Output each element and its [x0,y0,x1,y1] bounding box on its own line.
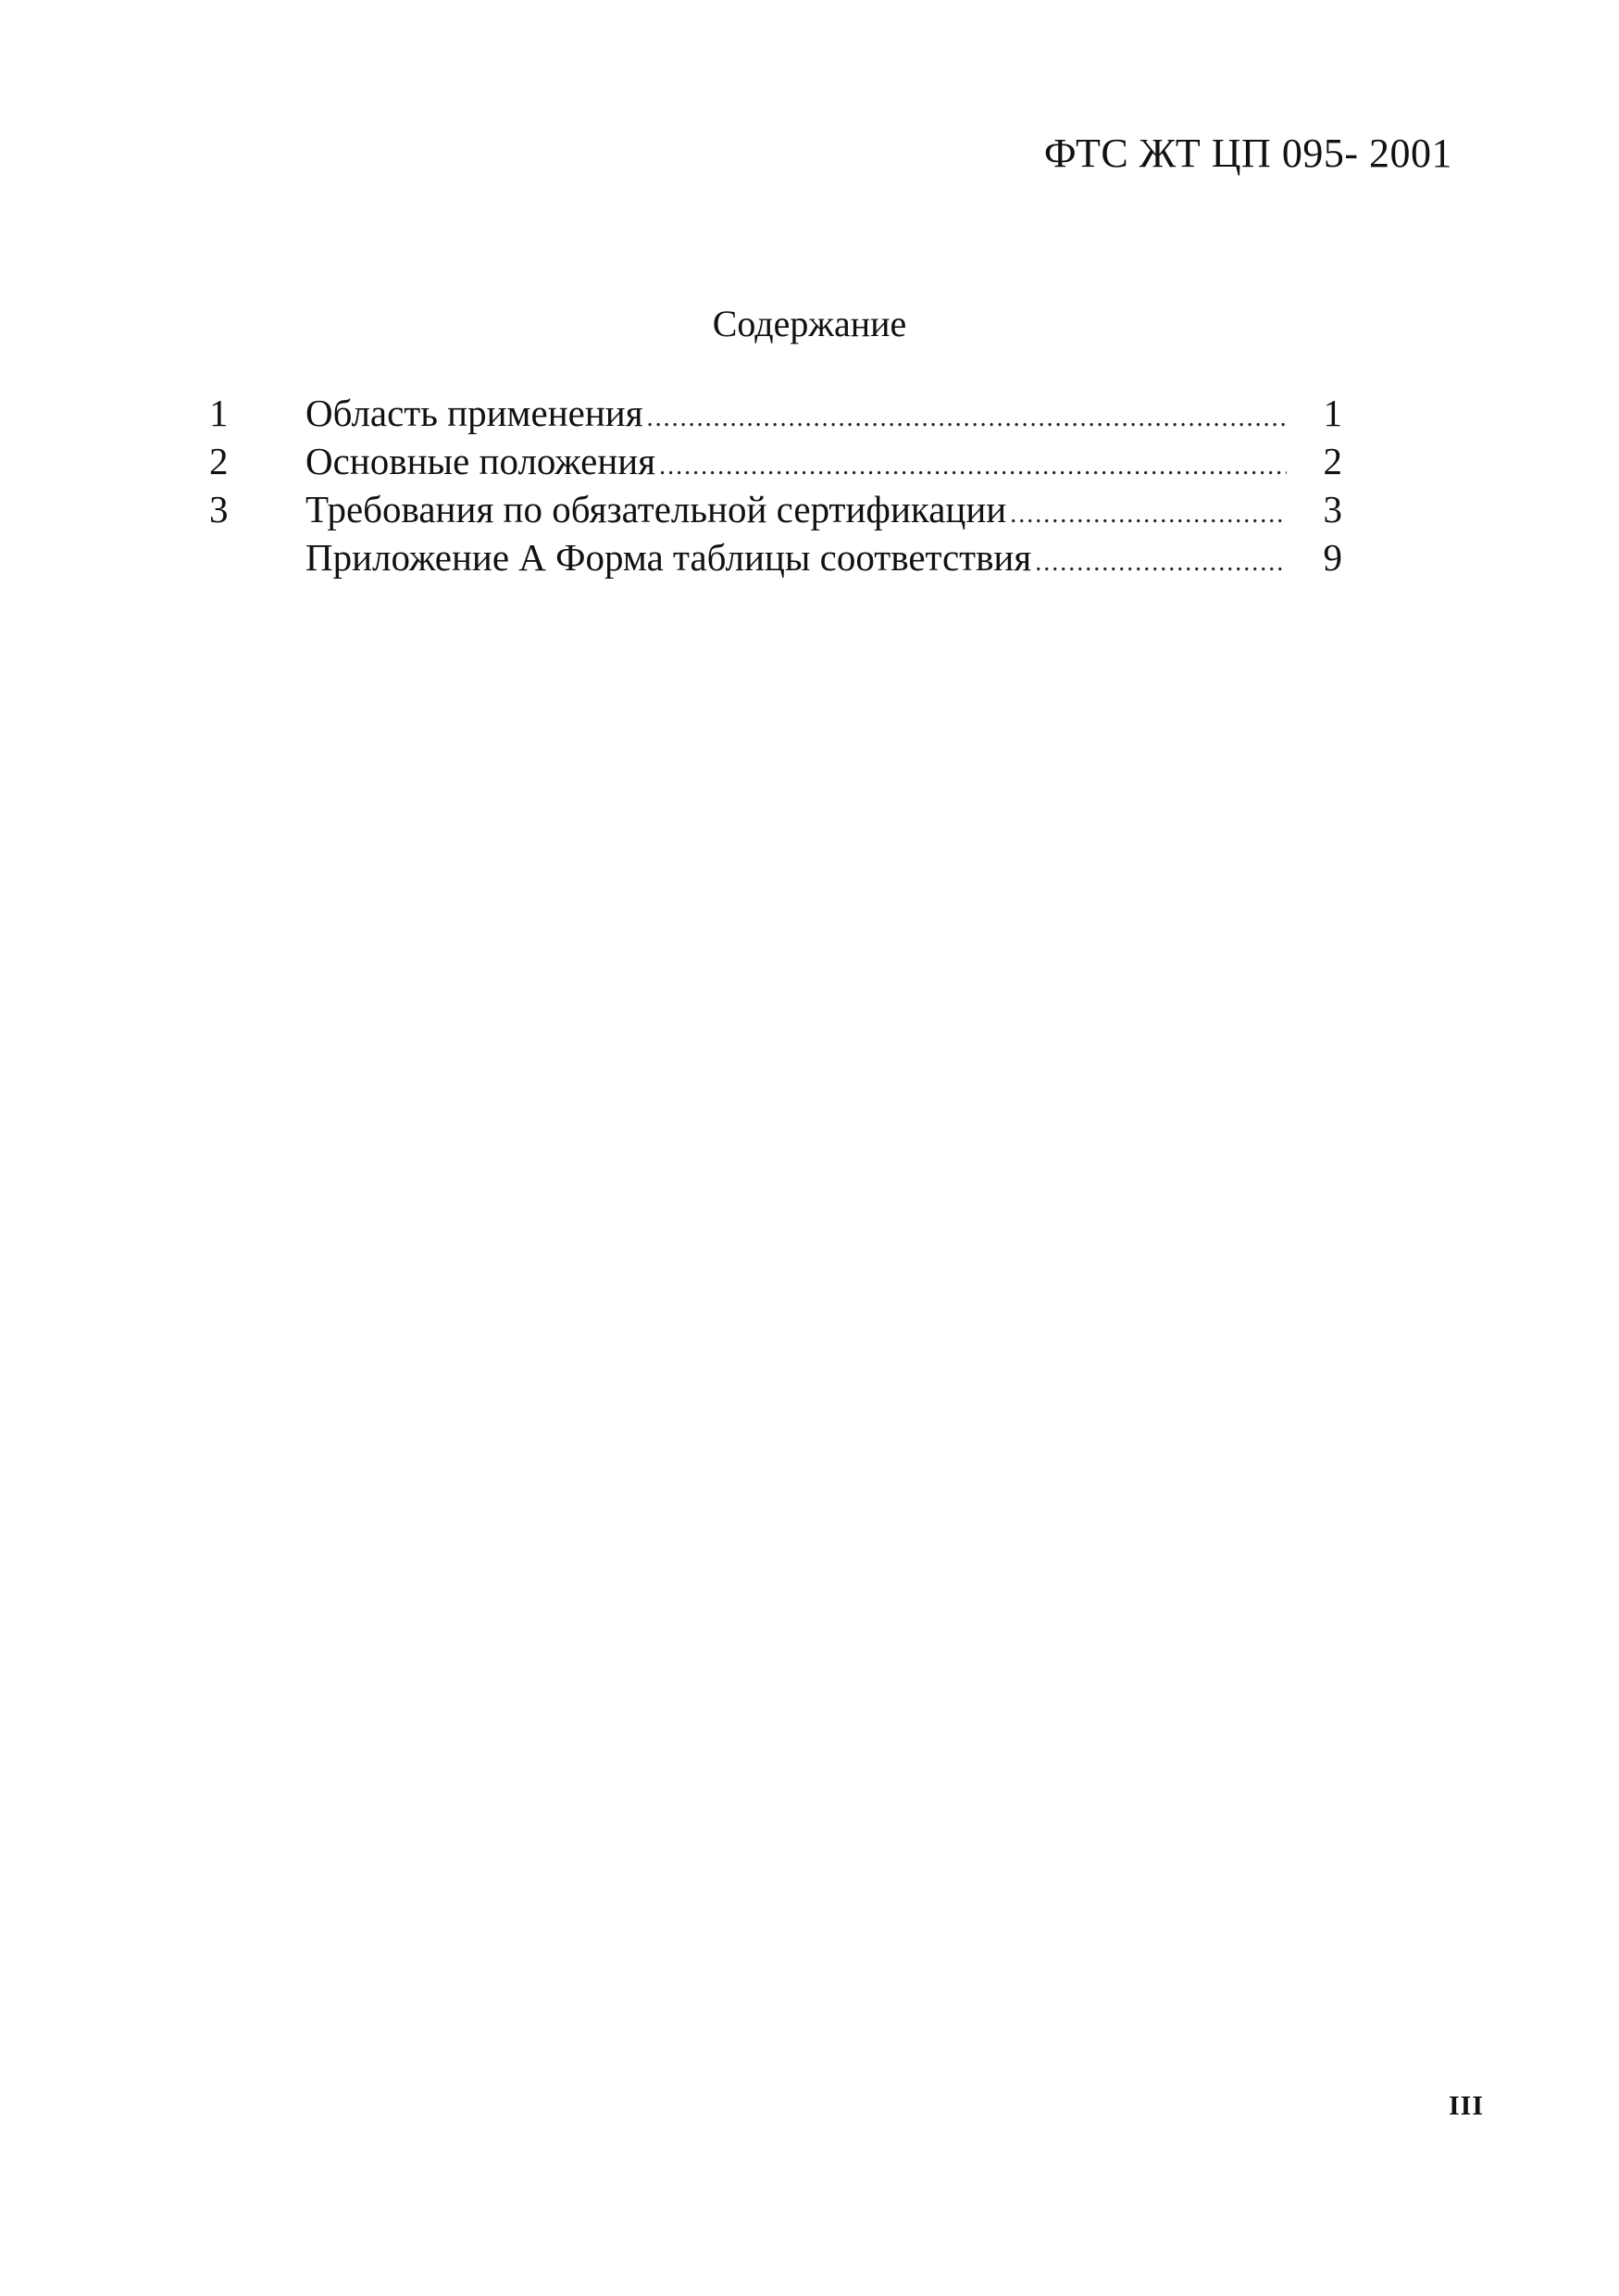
toc-item-title: Область применения [305,389,647,437]
document-code: ФТС ЖТ ЦП 095- 2001 [1043,131,1452,176]
toc-item-number: 2 [209,440,229,482]
toc-dot-leader [1035,539,1287,587]
toc-dot-leader [659,443,1287,491]
table-of-contents [204,389,1342,581]
toc-item-page: 3 [1323,488,1342,530]
toc-item-number: 1 [209,392,229,434]
toc-item[interactable] [204,485,1342,533]
toc-item-title: Требования по обязательной сертификации [305,485,1010,533]
toc-title: Содержание [712,303,907,344]
toc-dot-leader [647,394,1287,443]
toc-dot-leader [1010,491,1287,539]
toc-item-page: 9 [1323,536,1342,579]
toc-item-page: 1 [1323,392,1342,434]
toc-item-title: Основные положения [305,437,659,485]
toc-item[interactable] [204,437,1342,485]
toc-item[interactable] [204,533,1342,581]
toc-item[interactable] [204,389,1342,437]
toc-item-page: 2 [1323,440,1342,482]
page-number: III [1448,2090,1484,2121]
toc-item-number: 3 [209,488,229,530]
toc-item-title: Приложение А Форма таблицы соответствия [305,533,1035,581]
